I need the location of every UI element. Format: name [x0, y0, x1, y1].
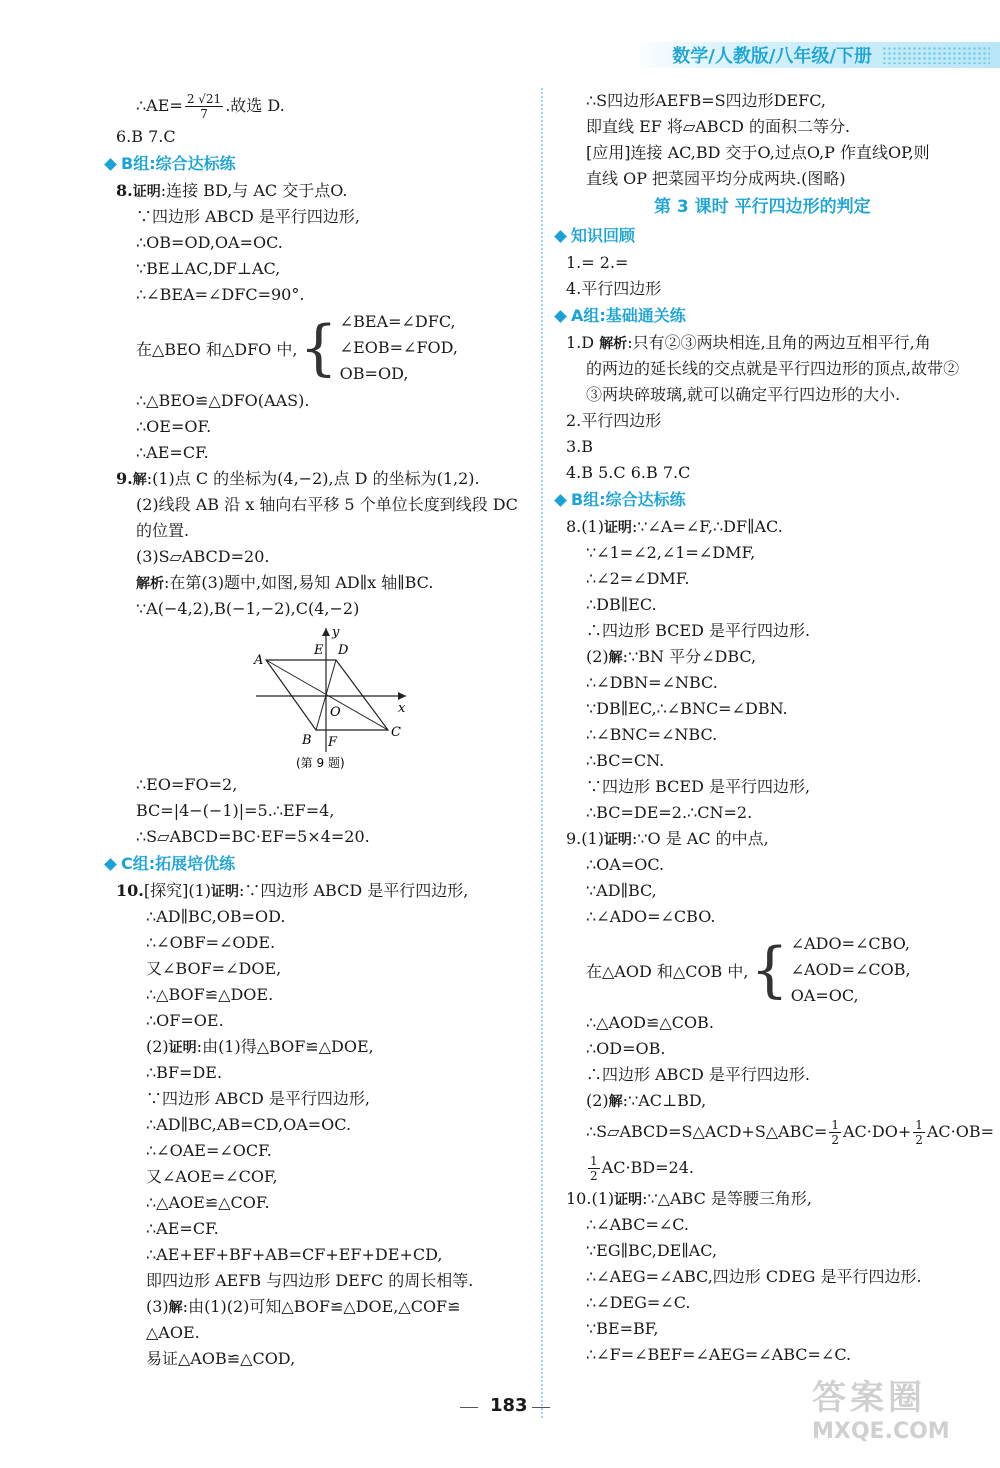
answer-line: ∵∠1=∠2,∠1=∠DMF, [586, 543, 756, 562]
answer-line: ∴S▱ABCD=BC·EF=5×4=20. [136, 827, 370, 846]
diamond-icon [554, 494, 567, 507]
answer-line: [应用]连接 AC,BD 交于O,过点O,P 作直线OP,则 [586, 143, 930, 162]
answer-line: 的位置. [136, 521, 190, 540]
answer-line: 的两边的延长线的交点就是平行四边形的顶点,故带② [586, 359, 960, 378]
fraction: $\frac{1}{2}$ [831, 1118, 839, 1147]
answer-line: 10.[探究](1)证明:∵四边形 ABCD 是平行四边形, [116, 881, 469, 900]
fig-label-e: E [314, 643, 324, 658]
answer-line: 9.(1)证明:∵O 是 AC 的中点, [566, 829, 769, 848]
fig-label-f: F [328, 735, 338, 750]
answer-line: 又∠AOE=∠COF, [146, 1167, 278, 1186]
answer-line: ∴OA=OC. [586, 855, 665, 874]
section-heading: 知识回顾 [556, 222, 986, 250]
answer-line: ∴S四边形AEFB=S四边形DEFC, [586, 91, 826, 110]
fraction: $\frac{1}{2}$ [590, 1154, 598, 1183]
right-column [566, 88, 995, 1368]
answer-line: 即四边形 AEFB 与四边形 DEFC 的周长相等. [146, 1271, 474, 1290]
brace-icon: { [750, 935, 789, 1005]
equation-system: 在△BEO 和△DFO 中, { ∠BEA=∠DFC, ∠EOB=∠FOD, OB=OD, [136, 312, 459, 383]
answer-line: ∴∠AEG=∠ABC,四边形 CDEG 是平行四边形. [586, 1267, 922, 1286]
answer-line: 4.B 5.C 6.B 7.C [566, 463, 691, 482]
figure-problem-9 [116, 622, 536, 772]
answer-line: ∵四边形 ABCD 是平行四边形, [146, 1089, 370, 1108]
column-divider [541, 88, 543, 1418]
answer-line: ③两块碎玻璃,就可以确定平行四边形的大小. [586, 385, 901, 404]
section-heading: B组:综合达标练 [106, 150, 536, 178]
answer-line: 直线 OP 把菜园平均分成两块.(图略) [586, 169, 846, 188]
answer-line: ∴OB=OD,OA=OC. [136, 233, 283, 252]
answer-line: ∴EO=FO=2, [136, 775, 238, 794]
answer-line: 又∠BOF=∠DOE, [146, 959, 282, 978]
section-heading: B组:综合达标练 [556, 486, 986, 514]
answer-line: ∴DB∥EC. [586, 595, 657, 614]
section-heading: A组:基础通关练 [556, 302, 986, 330]
answer-line: 即直线 EF 将▱ABCD 的面积二等分. [586, 117, 851, 136]
answer-line: ∵A(−4,2),B(−1,−2),C(4,−2) [136, 599, 360, 618]
answer-line: ∴∠F=∠BEF=∠AEG=∠ABC=∠C. [586, 1345, 852, 1364]
fig-label-o: O [330, 705, 341, 720]
answer-line: BC=|4−(−1)|=5.∴EF=4, [136, 801, 335, 820]
answer-line: (2)线段 AB 沿 x 轴向右平移 5 个单位长度到线段 DC [136, 495, 518, 514]
answer-line: ∴AE+EF+BF+AB=CF+EF+DE+CD, [146, 1245, 443, 1264]
fig-label-x: x [398, 701, 406, 716]
answer-line: ∵四边形 ABCD 是平行四边形, [136, 207, 360, 226]
diamond-icon [554, 230, 567, 243]
answer-line: ∴S▱ABCD=S△ACD+S△ABC= $\frac{1}{2}$ AC·DO+ $\frac{1}{2}$ AC·OB= [586, 1118, 995, 1147]
answer-line: ∴AE=CF. [136, 443, 209, 462]
answer-line: 10.(1)证明:∵△ABC 是等腰三角形, [566, 1189, 813, 1208]
fig-label-a: A [254, 653, 264, 668]
answer-line: 8.证明:连接 BD,与 AC 交于点O. [116, 181, 348, 200]
fraction: $\frac{2 √21}{7}$ [186, 92, 222, 121]
answer-line: 3.B [566, 437, 594, 456]
answer-line: ∵DB∥EC,∴∠BNC=∠DBN. [586, 699, 788, 718]
answer-line: 9.解:(1)点 C 的坐标为(4,−2),点 D 的坐标为(1,2). [116, 469, 480, 488]
answer-line: 易证△AOB≌△COD, [146, 1349, 296, 1368]
answer-line: ∵BE⊥AC,DF⊥AC, [136, 259, 281, 278]
coordinate-diagram [116, 622, 536, 772]
answer-line: 1.= 2.= [566, 253, 629, 272]
diamond-icon [554, 310, 567, 323]
answer-line: ∴△BEO≌△DFO(AAS). [136, 391, 310, 410]
answer-line: ∴∠OAE=∠OCF. [146, 1141, 272, 1160]
answer-line: ∴四边形 ABCD 是平行四边形. [586, 1065, 810, 1084]
page-header [0, 0, 1000, 70]
footer-dash-left [460, 1407, 478, 1408]
answer-line: ∴∠ABC=∠C. [586, 1215, 690, 1234]
fig-label-y: y [332, 625, 340, 640]
diamond-icon [104, 158, 117, 171]
fraction: $\frac{1}{2}$ [915, 1118, 923, 1147]
fig-label-c: C [391, 725, 401, 740]
fig-label-d: D [338, 643, 349, 658]
answer-line: ∵BE=BF, [586, 1319, 659, 1338]
answer-line: (2)证明:由(1)得△BOF≌△DOE, [146, 1037, 374, 1056]
answer-line: ∴BC=DE=2.∴CN=2. [586, 803, 753, 822]
answer-line: 8.(1)证明:∵∠A=∠F,∴DF∥AC. [566, 517, 783, 536]
answer-line: 解析:在第(3)题中,如图,易知 AD∥x 轴∥BC. [136, 573, 434, 592]
header-dots-decoration [882, 46, 990, 64]
answer-line: ∴AD∥BC,OB=OD. [146, 907, 286, 926]
answer-line: ∴OD=OB. [586, 1039, 666, 1058]
fig-label-b: B [302, 733, 312, 748]
answer-line: 1.D 解析:只有②③两块相连,且角的两边互相平行,角 [566, 333, 931, 352]
answer-line: ∴∠2=∠DMF. [586, 569, 690, 588]
answer-line: ∵EG∥BC,DE∥AC, [586, 1241, 718, 1260]
answer-line: ∴△AOE≌△COF. [146, 1193, 270, 1212]
answer-line: ∴∠BNC=∠NBC. [586, 725, 718, 744]
watermark-logo: 答案圈 MXQE.COM [812, 1378, 950, 1444]
footer-dash-right [532, 1407, 550, 1408]
answer-line: (2)解:∵AC⊥BD, [586, 1091, 707, 1110]
answer-line: ∴OE=OF. [136, 417, 212, 436]
answer-line: (3)S▱ABCD=20. [136, 547, 270, 566]
answer-line: $\frac{1}{2}$ AC·BD=24. [590, 1154, 694, 1183]
fig-caption: (第 9 题) [296, 756, 345, 770]
answer-line: ∴△AOD≌△COB. [586, 1013, 714, 1032]
answer-line: 4.平行四边形 [566, 279, 662, 298]
answer-line: ∴∠DEG=∠C. [586, 1293, 691, 1312]
equation-system: 在△AOD 和△COB 中, { ∠ADO=∠CBO, ∠AOD=∠COB, OA=OC, [586, 934, 911, 1005]
answer-line: ∴∠BEA=∠DFC=90°. [136, 285, 305, 304]
answer-line: 2.平行四边形 [566, 411, 662, 430]
answer-line: ∴AE=CF. [146, 1219, 219, 1238]
diamond-icon [104, 858, 117, 871]
brace-icon: { [299, 313, 338, 383]
answer-line: ∴AE= $\frac{2 √21}{7}$ .故选 D. [136, 92, 285, 121]
answer-line: ∴∠ADO=∠CBO. [586, 907, 716, 926]
answer-line: ∴AD∥BC,AB=CD,OA=OC. [146, 1115, 352, 1134]
answer-line: ∴BC=CN. [586, 751, 665, 770]
answer-line: (3)解:由(1)(2)可知△BOF≌△DOE,△COF≌ [146, 1297, 461, 1316]
answer-line: ∴∠OBF=∠ODE. [146, 933, 276, 952]
header-title: 数学/人教版/八年级/下册 [672, 46, 872, 67]
answer-line: ∴△BOF≌△DOE. [146, 985, 274, 1004]
lesson-title: 第 3 课时 平行四边形的判定 [654, 197, 871, 217]
answer-line: ∵四边形 BCED 是平行四边形, [586, 777, 811, 796]
page-number: 183 [490, 1395, 528, 1416]
answer-line: ∴∠DBN=∠NBC. [586, 673, 718, 692]
answer-line: ∴BF=DE. [146, 1063, 223, 1082]
answer-line: △AOE. [146, 1323, 200, 1342]
section-heading: C组:拓展培优练 [106, 850, 536, 878]
left-column [116, 88, 536, 1372]
answer-line: ∵AD∥BC, [586, 881, 657, 900]
answer-line: ∴OF=OE. [146, 1011, 224, 1030]
answer-line: ∴四边形 BCED 是平行四边形. [586, 621, 811, 640]
answer-line: (2)解:∵BN 平分∠DBC, [586, 647, 757, 666]
answer-line: 6.B 7.C [116, 127, 176, 146]
